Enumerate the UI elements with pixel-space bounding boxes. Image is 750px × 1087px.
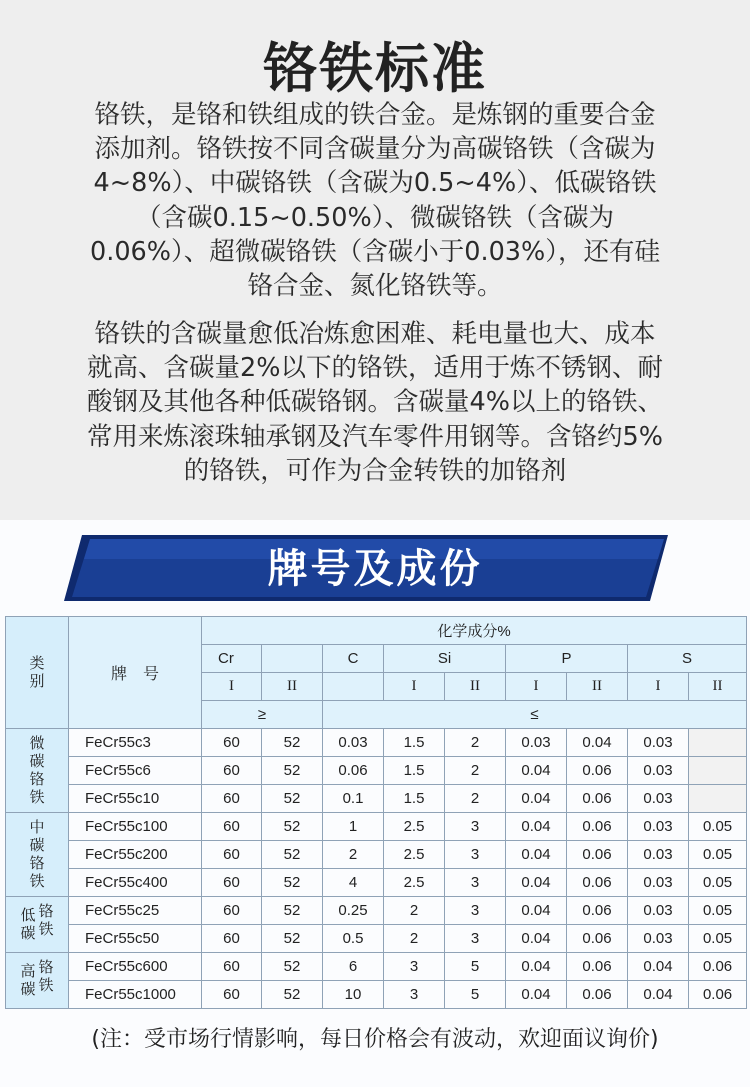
- value-cell-s1: 0.03: [628, 729, 689, 757]
- value-cell-cr2: 52: [262, 813, 323, 841]
- usage-line: 常用来炼滚珠轴承钢及汽车零件用钢等。含铬约5%: [87, 421, 663, 452]
- value-cell-s1: 0.03: [628, 785, 689, 813]
- value-cell-si1: 1.5: [384, 785, 445, 813]
- value-cell-cr2: 52: [262, 785, 323, 813]
- value-cell-p1: 0.04: [506, 897, 567, 925]
- value-cell-cr2: 52: [262, 841, 323, 869]
- value-cell-c: 10: [323, 981, 384, 1009]
- category-char: 微: [29, 734, 45, 752]
- value-cell-si2: 2: [445, 785, 506, 813]
- value-cell-c: 0.5: [323, 925, 384, 953]
- value-cell-c: 0.25: [323, 897, 384, 925]
- category-char: 铬: [29, 854, 45, 872]
- value-cell-p2: 0.06: [567, 813, 628, 841]
- value-cell-p1: 0.04: [506, 953, 567, 981]
- value-cell-si2: 5: [445, 981, 506, 1009]
- value-cell-cr2: 52: [262, 925, 323, 953]
- grade-cell: FeCr55c3: [69, 729, 202, 757]
- grade-cell: FeCr55c200: [69, 841, 202, 869]
- value-cell-si1: 2.5: [384, 869, 445, 897]
- value-cell-si1: 2: [384, 897, 445, 925]
- grade-cell: FeCr55c1000: [69, 981, 202, 1009]
- value-cell-cr1: 60: [202, 953, 262, 981]
- category-cell: [6, 729, 69, 813]
- value-cell-p2: 0.06: [567, 953, 628, 981]
- value-cell-p1: 0.04: [506, 813, 567, 841]
- element-header-s: S: [628, 645, 747, 673]
- value-cell-p2: 0.06: [567, 925, 628, 953]
- category-char: 铬: [38, 902, 54, 920]
- spec-table: [5, 616, 747, 1009]
- banner-title: 牌号及成份: [267, 546, 483, 592]
- value-cell-s2: 0.05: [689, 869, 747, 897]
- value-cell-c: 0.1: [323, 785, 384, 813]
- value-cell-cr2: 52: [262, 757, 323, 785]
- value-cell-si2: 3: [445, 897, 506, 925]
- value-cell-si1: 3: [384, 953, 445, 981]
- value-cell-si1: 2.5: [384, 813, 445, 841]
- value-cell-si2: 5: [445, 953, 506, 981]
- grade-class-2: II: [689, 673, 747, 701]
- value-cell-s2: [689, 785, 747, 813]
- table-row: [6, 981, 747, 1009]
- table-row: [6, 813, 747, 841]
- grade-class-2: II: [445, 673, 506, 701]
- blank-cell: [323, 673, 384, 701]
- grade-class-1: I: [506, 673, 567, 701]
- category-char: 碳: [29, 752, 45, 770]
- table-row: [6, 869, 747, 897]
- value-cell-p1: 0.04: [506, 785, 567, 813]
- value-cell-c: 0.03: [323, 729, 384, 757]
- value-cell-si1: 2.5: [384, 841, 445, 869]
- table-row: [6, 841, 747, 869]
- category-cell: [6, 953, 69, 1009]
- value-cell-cr2: 52: [262, 981, 323, 1009]
- table-row: [6, 897, 747, 925]
- table-row: [6, 757, 747, 785]
- value-cell-s1: 0.03: [628, 757, 689, 785]
- usage-line: 就高、含碳量2%以下的铬铁，适用于炼不锈钢、耐: [87, 353, 663, 384]
- grade-cell: FeCr55c50: [69, 925, 202, 953]
- value-cell-p1: 0.04: [506, 925, 567, 953]
- value-cell-p1: 0.03: [506, 729, 567, 757]
- value-cell-cr1: 60: [202, 925, 262, 953]
- category-char: 铁: [38, 920, 54, 938]
- value-cell-si1: 1.5: [384, 757, 445, 785]
- value-cell-p1: 0.04: [506, 981, 567, 1009]
- value-cell-p1: 0.04: [506, 757, 567, 785]
- intro-paragraph: [28, 98, 722, 303]
- category-char: 类: [29, 654, 45, 672]
- composition-header: 化学成分%: [202, 617, 747, 645]
- grade-class-2: II: [262, 673, 323, 701]
- value-cell-cr1: 60: [202, 841, 262, 869]
- value-cell-s1: 0.03: [628, 897, 689, 925]
- category-char: 碳: [20, 924, 36, 942]
- intro-line: 铬合金、氮化铬铁等。: [247, 271, 503, 302]
- value-cell-cr1: 60: [202, 813, 262, 841]
- value-cell-s1: 0.03: [628, 813, 689, 841]
- value-cell-s2: 0.05: [689, 897, 747, 925]
- value-cell-c: 0.06: [323, 757, 384, 785]
- min-marker: ≥: [202, 701, 323, 729]
- value-cell-cr1: 60: [202, 981, 262, 1009]
- grade-class-1: I: [384, 673, 445, 701]
- category-char: 铁: [29, 872, 45, 890]
- grade-header: 牌 号: [69, 617, 202, 729]
- value-cell-s2: 0.05: [689, 813, 747, 841]
- grade-cell: FeCr55c600: [69, 953, 202, 981]
- value-cell-s1: 0.03: [628, 869, 689, 897]
- value-cell-p1: 0.04: [506, 841, 567, 869]
- category-char: 铬: [38, 958, 54, 976]
- value-cell-c: 4: [323, 869, 384, 897]
- category-header: [6, 617, 69, 729]
- value-cell-cr2: 52: [262, 897, 323, 925]
- value-cell-s2: 0.06: [689, 981, 747, 1009]
- value-cell-cr1: 60: [202, 757, 262, 785]
- table-row: [6, 729, 747, 757]
- value-cell-p2: 0.06: [567, 869, 628, 897]
- value-cell-p1: 0.04: [506, 869, 567, 897]
- intro-line: 添加剂。铬铁按不同含碳量分为高碳铬铁（含碳为: [94, 134, 656, 165]
- value-cell-s2: [689, 757, 747, 785]
- value-cell-cr1: 60: [202, 729, 262, 757]
- element-header-si: Si: [384, 645, 506, 673]
- category-char: 碳: [20, 980, 36, 998]
- usage-line: 铬铁的含碳量愈低冶炼愈困难、耗电量也大、成本: [94, 319, 656, 349]
- category-char: 铁: [29, 788, 45, 806]
- category-char: 低: [20, 906, 36, 924]
- value-cell-p2: 0.06: [567, 897, 628, 925]
- intro-line: （含碳0.15~0.50%）、微碳铬铁（含碳为: [136, 202, 614, 233]
- value-cell-p2: 0.06: [567, 757, 628, 785]
- usage-line: 酸钢及其他各种低碳铬钢。含碳量4%以上的铬铁、: [87, 387, 663, 418]
- grade-class-2: II: [567, 673, 628, 701]
- value-cell-s1: 0.03: [628, 841, 689, 869]
- category-char: 别: [29, 672, 45, 690]
- value-cell-s2: 0.06: [689, 953, 747, 981]
- usage-paragraph: [28, 317, 722, 488]
- table-row: [6, 953, 747, 981]
- value-cell-s1: 0.03: [628, 925, 689, 953]
- table-row: [6, 925, 747, 953]
- value-cell-p2: 0.06: [567, 785, 628, 813]
- value-cell-cr1: 60: [202, 869, 262, 897]
- price-note: (注：受市场行情影响，每日价格会有波动，欢迎面议询价): [91, 1027, 659, 1052]
- grade-cell: FeCr55c100: [69, 813, 202, 841]
- grade-cell: FeCr55c6: [69, 757, 202, 785]
- value-cell-si2: 3: [445, 841, 506, 869]
- value-cell-cr1: 60: [202, 785, 262, 813]
- intro-line: 4~8%）、中碳铬铁（含碳为0.5~4%）、低碳铬铁: [93, 168, 657, 199]
- category-char: 高: [20, 962, 36, 980]
- value-cell-c: 6: [323, 953, 384, 981]
- value-cell-cr1: 60: [202, 897, 262, 925]
- value-cell-p2: 0.06: [567, 841, 628, 869]
- table-row: [6, 785, 747, 813]
- usage-line: 的铬铁，可作为合金转铁的加铬剂: [183, 455, 567, 486]
- value-cell-si2: 2: [445, 757, 506, 785]
- page-title: 铬铁标准: [263, 37, 487, 100]
- value-cell-p2: 0.06: [567, 981, 628, 1009]
- category-char: 碳: [29, 836, 45, 854]
- grade-cell: FeCr55c25: [69, 897, 202, 925]
- value-cell-si2: 2: [445, 729, 506, 757]
- value-cell-c: 2: [323, 841, 384, 869]
- value-cell-si2: 3: [445, 869, 506, 897]
- grade-cell: FeCr55c400: [69, 869, 202, 897]
- value-cell-si1: 2: [384, 925, 445, 953]
- category-cell: [6, 897, 69, 953]
- category-char: 中: [29, 818, 45, 836]
- value-cell-cr2: 52: [262, 953, 323, 981]
- intro-line: 铬铁，是铬和铁组成的铁合金。是炼钢的重要合金: [94, 100, 656, 130]
- value-cell-s2: 0.05: [689, 925, 747, 953]
- value-cell-si2: 3: [445, 925, 506, 953]
- grade-class-1: I: [628, 673, 689, 701]
- value-cell-si1: 1.5: [384, 729, 445, 757]
- grade-cell: FeCr55c10: [69, 785, 202, 813]
- blank-cell: [262, 645, 323, 673]
- max-marker: ≤: [323, 701, 747, 729]
- value-cell-s2: 0.05: [689, 841, 747, 869]
- value-cell-si1: 3: [384, 981, 445, 1009]
- value-cell-s2: [689, 729, 747, 757]
- value-cell-cr2: 52: [262, 729, 323, 757]
- category-char: 铬: [29, 770, 45, 788]
- value-cell-cr2: 52: [262, 869, 323, 897]
- grade-class-1: I: [202, 673, 262, 701]
- element-header-p: P: [506, 645, 628, 673]
- intro-line: 0.06%）、超微碳铬铁（含碳小于0.03%），还有硅: [89, 236, 661, 267]
- value-cell-p2: 0.04: [567, 729, 628, 757]
- value-cell-si2: 3: [445, 813, 506, 841]
- element-header-c: C: [323, 645, 384, 673]
- category-char: 铁: [38, 976, 54, 994]
- category-cell: [6, 813, 69, 897]
- value-cell-s1: 0.04: [628, 981, 689, 1009]
- value-cell-s1: 0.04: [628, 953, 689, 981]
- element-header-cr: Cr: [202, 645, 262, 673]
- value-cell-c: 1: [323, 813, 384, 841]
